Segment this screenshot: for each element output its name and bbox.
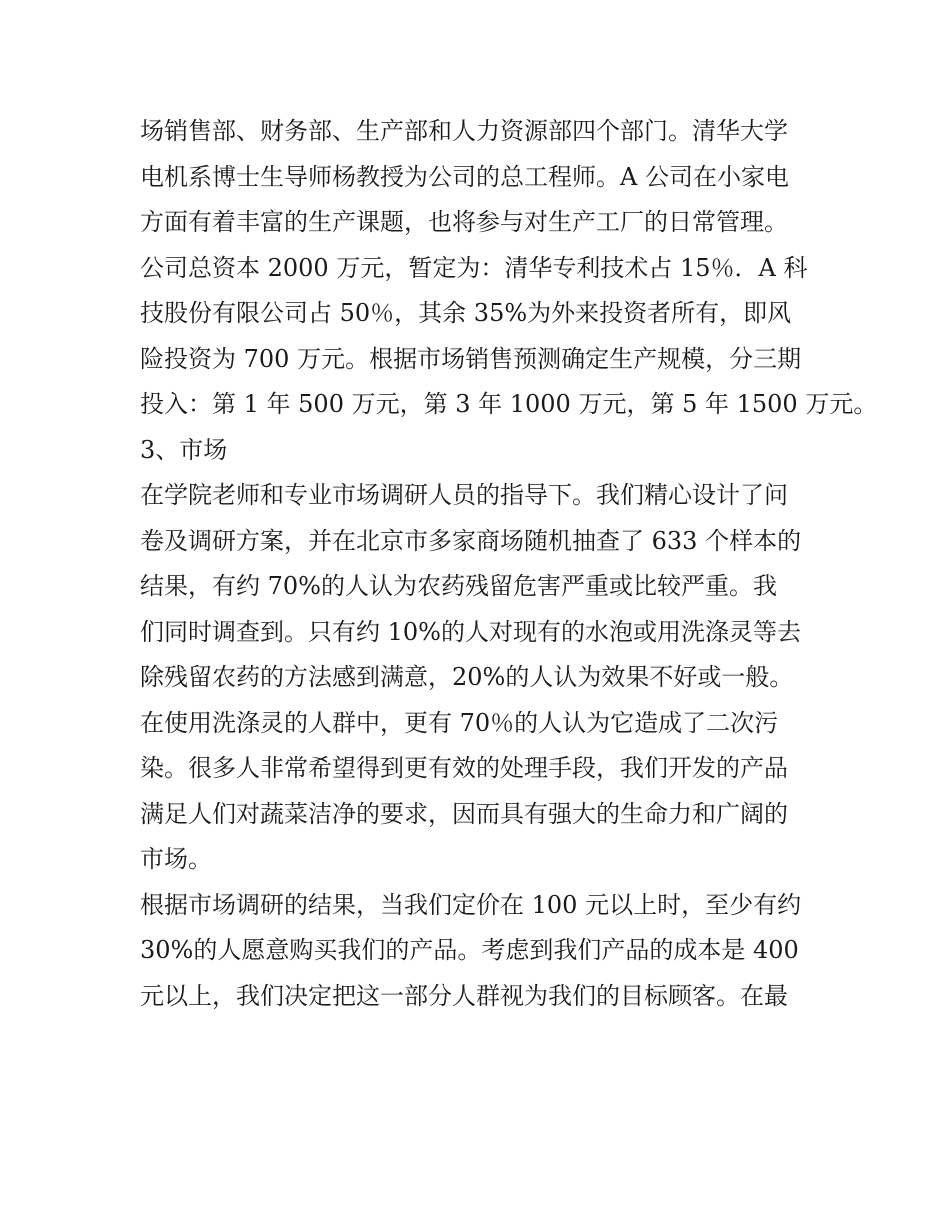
text-line-2: 电机系博士生导师杨教授为公司的总工程师。A 公司在小家电: [140, 162, 789, 191]
text-line-17: 市场。: [140, 845, 212, 873]
text-line-12: 们同时调查到。只有约 10%的人对现有的水泡或用洗涤灵等去: [140, 617, 801, 646]
text-line-19: 30%的人愿意购买我们的产品。考虑到我们产品的成本是 400: [140, 936, 799, 964]
text-line-13: 除残留农药的方法感到满意，20%的人认为效果不好或一般。: [140, 663, 794, 691]
text-line-6: 险投资为 700 万元。根据市场销售预测确定生产规模，分三期: [140, 344, 802, 373]
text-line-7: 投入：第 1 年 500 万元，第 3 年 1000 万元，第 5 年 1500 万元。: [140, 390, 878, 418]
text-line-1: 场销售部、财务部、生产部和人力资源部四个部门。清华大学: [140, 117, 788, 145]
text-line-15: 染。很多人非常希望得到更有效的处理手段，我们开发的产品: [140, 754, 788, 782]
text-line-3: 方面有着丰富的生产课题，也将参与对生产工厂的日常管理。: [140, 208, 788, 236]
section-heading-market: 3、市场: [140, 435, 228, 464]
text-line-20: 元以上，我们决定把这一部分人群视为我们的目标顾客。在最: [140, 981, 788, 1010]
document-body: [140, 109, 878, 1019]
text-line-9: 在学院老师和专业市场调研人员的指导下。我们精心设计了问: [140, 481, 788, 509]
text-line-18: 根据市场调研的结果，当我们定价在 100 元以上时，至少有约: [140, 890, 802, 919]
text-line-5: 技股份有限公司占 50％，其余 35%为外来投资者所有，即风: [140, 299, 792, 327]
text-line-4: 公司总资本 2000 万元，暂定为：清华专利技术占 15％．A 科: [140, 253, 808, 282]
text-line-10: 卷及调研方案，并在北京市多家商场随机抽查了 633 个样本的: [140, 526, 802, 555]
text-line-14: 在使用洗涤灵的人群中，更有 70％的人认为它造成了二次污: [140, 708, 779, 737]
text-line-16: 满足人们对蔬菜洁净的要求，因而具有强大的生命力和广阔的: [140, 799, 788, 828]
text-line-11: 结果，有约 70%的人认为农药残留危害严重或比较严重。我: [140, 572, 777, 600]
